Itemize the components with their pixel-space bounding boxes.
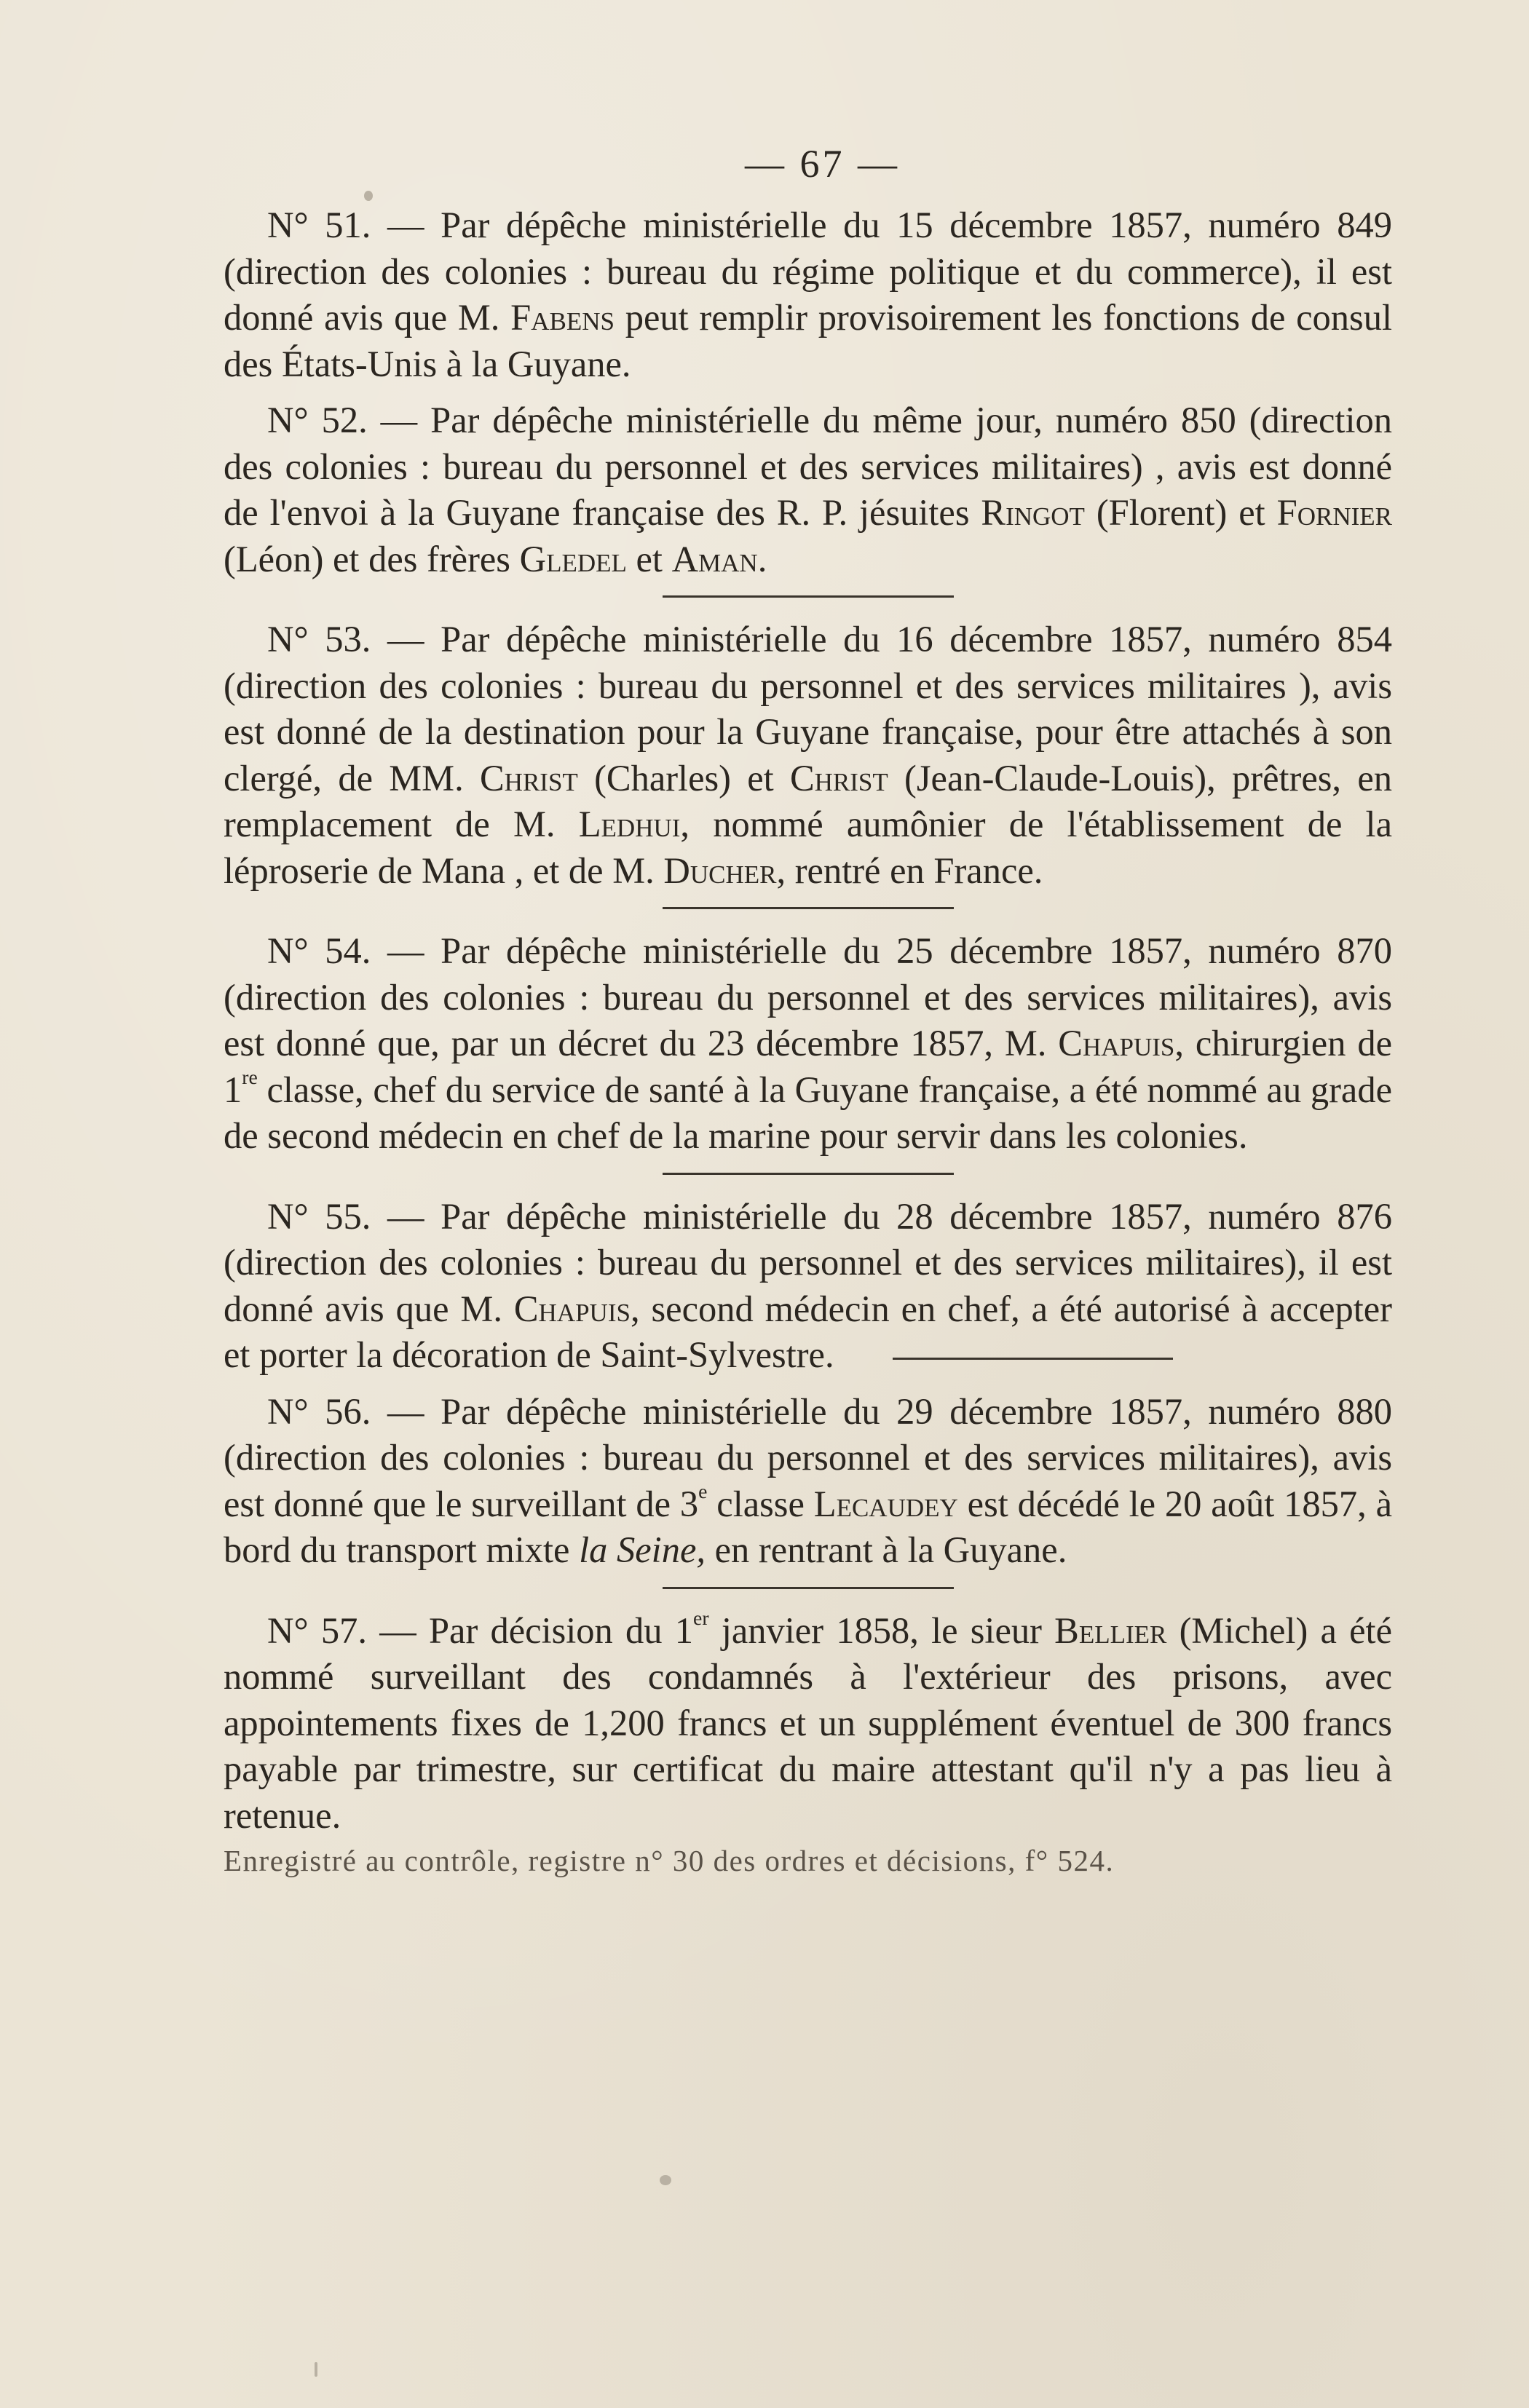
entry-number: N° 54.: [267, 930, 371, 971]
paper-speck: [315, 2362, 317, 2377]
entry-54: N° 54. — Par dépêche ministérielle du 25 décembre 1857, numéro 870 (direction des colonies : bureau du personnel et des services militaires), avis est donné que, par un décret du 23 décembre 1857, M. Chapuis, chirurgien de 1re classe, chef du service de santé à la Guyane française, a été nommé au grade de second médecin en chef de la marine pour servir dans les colonies.: [224, 930, 1392, 1156]
person-name: Chapuis: [513, 1288, 631, 1329]
ship-name: la Seine,: [579, 1529, 706, 1570]
section-divider: [663, 907, 954, 909]
entry-number: N° 56.: [267, 1390, 371, 1432]
person-name: Fornier: [1276, 492, 1392, 533]
entry-number: N° 52.: [267, 400, 368, 440]
ordinal-suffix: e: [698, 1480, 708, 1503]
section-divider: [663, 1173, 954, 1175]
entry-number: N° 51.: [267, 205, 371, 245]
section-divider: [663, 1587, 954, 1589]
entry-57: N° 57. — Par décision du 1er janvier 1858, le sieur Bellier (Michel) a été nommé surveillant des condamnés à l'extérieur des prisons, avec appointements fixes de 1,200 francs et un supplément éventuel de 300 francs payable par trimestre, sur certificat du maire attestant qu'il n'y a pas lieu à retenue.: [224, 1607, 1393, 1836]
entry-number: N° 57.: [267, 1609, 368, 1651]
person-name: Christ: [479, 757, 578, 799]
section-divider: [663, 595, 954, 598]
paper-speck: [660, 2175, 671, 2185]
entry-number: N° 55.: [267, 1195, 371, 1237]
person-name: Aman: [671, 538, 758, 579]
ordinal-suffix: re: [242, 1066, 258, 1089]
entry-51: N° 51. — Par dépêche ministérielle du 15 décembre 1857, numéro 849 (direction des colonies : bureau du régime politique et du commerce), il est donné avis que M. Fabens peut remplir provisoirement les fonctions de consul des États-Unis à la Guyane.: [224, 205, 1392, 384]
person-name: Chapuis: [1058, 1023, 1175, 1064]
section-divider: [893, 1358, 1173, 1360]
entry-55: N° 55. — Par dépêche ministérielle du 28 décembre 1857, numéro 876 (direction des colonies : bureau du personnel et des services militaires), il est donné avis que M. Chapuis, second médecin en chef, a été autorisé à accepter et porter la décoration de Saint-Sylvestre.: [224, 1195, 1392, 1375]
person-name: Ringot: [981, 492, 1085, 533]
ordinal-suffix: er: [693, 1607, 709, 1630]
entry-56: N° 56. — Par dépêche ministérielle du 29 décembre 1857, numéro 880 (direction des colonies : bureau du personnel et des services militaires), avis est donné que le surveillant de 3e classe Lecaudey est décédé le 20 août 1857, à bord du transport mixte la Seine, en rentrant à la Guyane.: [224, 1390, 1392, 1570]
person-name: Gledel: [519, 538, 627, 579]
person-name: Lecaudey: [813, 1483, 958, 1524]
person-name: Bellier: [1054, 1609, 1167, 1651]
page-number: — 67 —: [745, 142, 900, 186]
registry-note: Enregistré au contrôle, registre n° 30 des ordres et décisions, f° 524.: [224, 1844, 1115, 1877]
person-name: Fabens: [510, 297, 615, 338]
person-name: Ledhui: [578, 804, 681, 844]
entry-53: N° 53. — Par dépêche ministérielle du 16 décembre 1857, numéro 854 (direction des colonies : bureau du personnel et des services militaires ), avis est donné de la destination pour la Guyane française, pour être attachés à son clergé, de MM. Christ (Charles) et Christ (Jean-Claude-Louis), prêtres, en remplacement de M. Ledhui, nommé aumônier de l'établissement de la léproserie de Mana , et de M. Ducher, rentré en France.: [224, 619, 1392, 891]
person-name: Christ: [789, 757, 888, 799]
person-name: Ducher: [663, 849, 777, 891]
entry-52: N° 52. — Par dépêche ministérielle du même jour, numéro 850 (direction des colonies : bureau du personnel et des services militaires) , avis est donné de l'envoi à la Guyane française des R. P. jésuites Ringot (Florent) et Fornier (Léon) et des frères Gledel et Aman.: [224, 400, 1392, 579]
entry-number: N° 53.: [267, 619, 371, 660]
text-block: [224, 138, 1392, 1881]
